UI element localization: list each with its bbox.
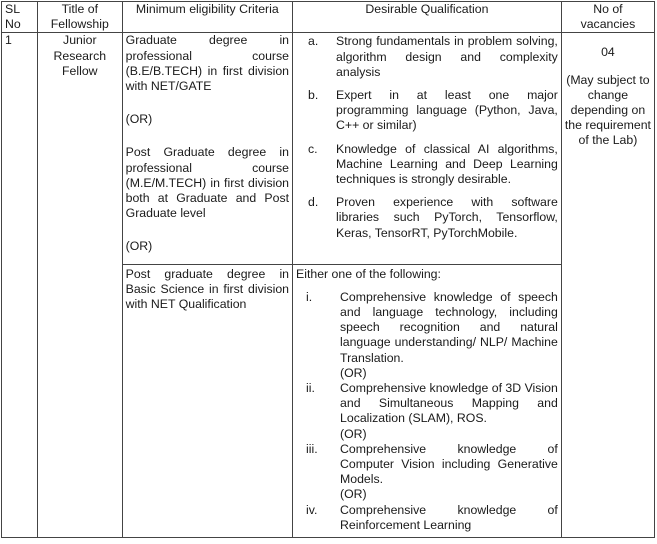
criteria-2: Post Graduate degree in professional course (M.E/M.TECH) in first division both at Graduate and Post Graduate level [125, 145, 290, 221]
item-text: Proven experience with software libraries such PyTorch, Tensorflow, Keras, TensorRT, PyTorchMobile. [336, 195, 558, 240]
cell-criteria [122, 33, 292, 264]
header-title: Title of Fellowship [37, 2, 122, 33]
option-or [296, 366, 558, 381]
or-text: (OR) [340, 365, 367, 380]
cell-desirable [293, 33, 562, 264]
header-criteria: Minimum eligibility Criteria [122, 2, 292, 33]
vacancies-note: (May subject to change depending on the requirement of the Lab) [564, 72, 651, 148]
header-desirable: Desirable Qualification [293, 2, 562, 33]
vacancies-count: 04 [601, 45, 615, 60]
desirable-item [296, 88, 558, 134]
option-or [296, 427, 558, 442]
or-text: (OR) [340, 426, 367, 441]
item-text: Strong fundamentals in problem solving, algorithm design and complexity analysis [336, 34, 558, 79]
desirable-item [296, 34, 558, 80]
item-text: Comprehensive knowledge of speech and language technology, including speech recognition and natural language understanding/ NLP/ Machine Translation. [340, 289, 558, 365]
item-marker: d. [308, 195, 319, 210]
option-item [296, 381, 558, 427]
desirable-item [296, 142, 558, 188]
item-text: Comprehensive knowledge of Reinforcement Learning [340, 502, 558, 532]
option-item [296, 503, 558, 533]
cell-desirable-cont [293, 264, 562, 537]
criteria-1: Graduate degree in professional course (B.E/B.TECH) in first division with NET/GATE [125, 33, 290, 94]
table-row [2, 33, 655, 264]
or-text: (OR) [340, 487, 367, 502]
option-item [296, 442, 558, 488]
item-marker: b. [308, 88, 319, 103]
item-marker: iii. [306, 441, 318, 456]
fellowship-table [1, 1, 655, 538]
item-marker: i. [306, 289, 313, 304]
criteria-or-1: (OR) [125, 112, 153, 127]
item-marker: a. [308, 34, 319, 49]
cell-sl: 1 [2, 33, 38, 538]
item-marker: c. [308, 141, 318, 156]
item-text: Comprehensive knowledge of Computer Vision including Generative Models. [340, 441, 558, 487]
item-text: Expert in at least one major programming language (Python, Java, C++ or similar) [336, 88, 558, 133]
cell-vacancies [561, 33, 654, 538]
item-text: Knowledge of classical AI algorithms, Machine Learning and Deep Learning techniques is strongly desirable. [336, 141, 558, 187]
criteria-3: Post graduate degree in Basic Science in first division with NET Qualification [125, 266, 290, 312]
cell-title: Junior Research Fellow [37, 33, 122, 538]
header-sl: SL No [2, 2, 38, 33]
item-marker: iv. [306, 502, 318, 517]
criteria-or-2: (OR) [125, 239, 153, 254]
item-marker: ii. [306, 381, 315, 396]
item-text: Comprehensive knowledge of 3D Vision and Simultaneous Mapping and Localization (SLAM), ROS. [340, 381, 558, 426]
header-vacancies: No of vacancies [561, 2, 654, 33]
cell-criteria-cont [122, 264, 292, 537]
desirable-item [296, 195, 558, 241]
option-item [296, 290, 558, 366]
header-row [2, 2, 655, 33]
option-or [296, 487, 558, 502]
either-label: Either one of the following: [296, 266, 441, 281]
